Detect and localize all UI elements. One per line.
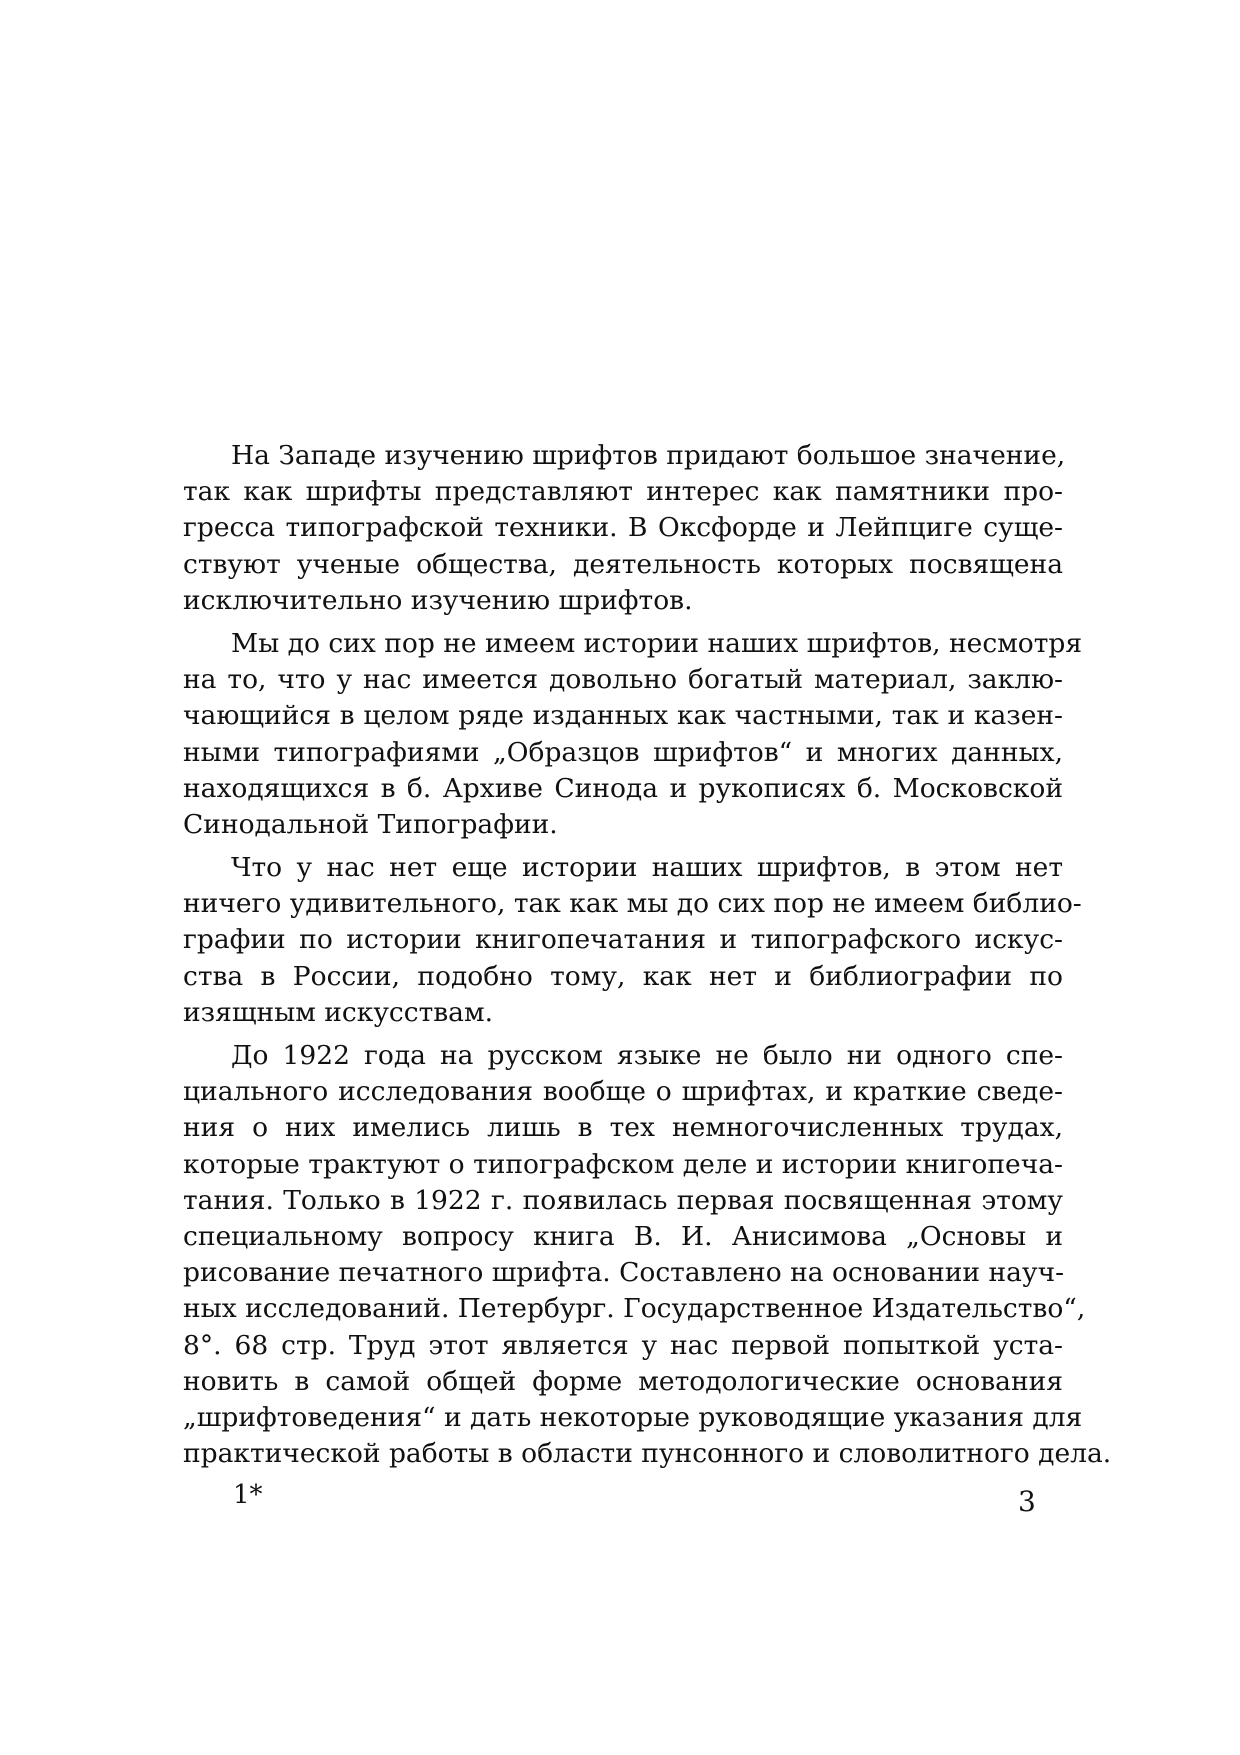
text-line: тания. Только в 1922 г. появилась первая посвященная этому: [183, 1184, 1063, 1216]
text-line: изящным искусствам.: [183, 996, 494, 1028]
paragraph-1: [183, 438, 1066, 619]
text-line: Синодальной Типографии.: [183, 808, 558, 840]
page-number: 3: [1018, 1485, 1036, 1518]
paragraph-3: [183, 850, 1082, 1031]
text-line: исключительно изучению шрифтов.: [183, 584, 693, 616]
text-line: ствуют ученые общества, деятельность которых посвящена: [183, 548, 1063, 580]
text-line: ничего удивительного, так как мы до сих пор не имеем библио-: [183, 888, 1082, 920]
text-line: графии по истории книгопечатания и типографского искус-: [183, 924, 1063, 956]
text-line: чающийся в целом ряде изданных как частными, так и казен-: [183, 700, 1063, 732]
text-line: ства в России, подобно тому, как нет и библиографии по: [183, 960, 1063, 992]
paragraph-4: [183, 1038, 1112, 1472]
text-line: новить в самой общей форме методологические основания: [183, 1365, 1063, 1397]
text-line: на то, что у нас имеется довольно богатый материал, заклю-: [183, 664, 1063, 696]
text-line: практической работы в области пунсонного и словолитного дела.: [183, 1438, 1112, 1470]
text-line: ния о них имелись лишь в тех немногочисленных трудах,: [183, 1112, 1063, 1144]
text-line: 8°. 68 стр. Труд этот является у нас первой попыткой уста-: [183, 1329, 1063, 1361]
paragraph-2: [183, 626, 1083, 843]
text-line: На Западе изучению шрифтов придают большое значение,: [231, 440, 1066, 471]
text-line: Мы до сих пор не имеем истории наших шрифтов, несмотря: [231, 627, 1083, 659]
text-line: находящихся в б. Архиве Синода и рукописях б. Московской: [183, 772, 1063, 804]
text-line: ных исследований. Петербург. Государственное Издательство“,: [183, 1293, 1086, 1325]
text-line: циального исследования вообще о шрифтах, и краткие сведе-: [183, 1076, 1063, 1108]
signature-mark: 1*: [233, 1480, 263, 1510]
text-line: гресса типографской техники. В Оксфорде и Лейпциге суще-: [183, 512, 1063, 544]
text-line: так как шрифты представляют интерес как памятники про-: [183, 476, 1063, 508]
text-line: „шрифтоведения“ и дать некоторые руководящие указания для: [183, 1401, 1083, 1433]
text-line: ными типографиями „Образцов шрифтов“ и многих данных,: [183, 736, 1063, 768]
text-line: Что у нас нет еще истории наших шрифтов, в этом нет: [231, 852, 1063, 884]
body-text: [183, 438, 1112, 1479]
text-line: До 1922 года на русском языке не было ни одного спе-: [231, 1040, 1063, 1071]
text-line: рисование печатного шрифта. Составлено на основании науч-: [183, 1257, 1065, 1289]
text-line: специальному вопросу книга В. И. Анисимова „Основы и: [183, 1220, 1063, 1252]
text-line: которые трактуют о типографском деле и истории книгопеча-: [183, 1148, 1063, 1180]
